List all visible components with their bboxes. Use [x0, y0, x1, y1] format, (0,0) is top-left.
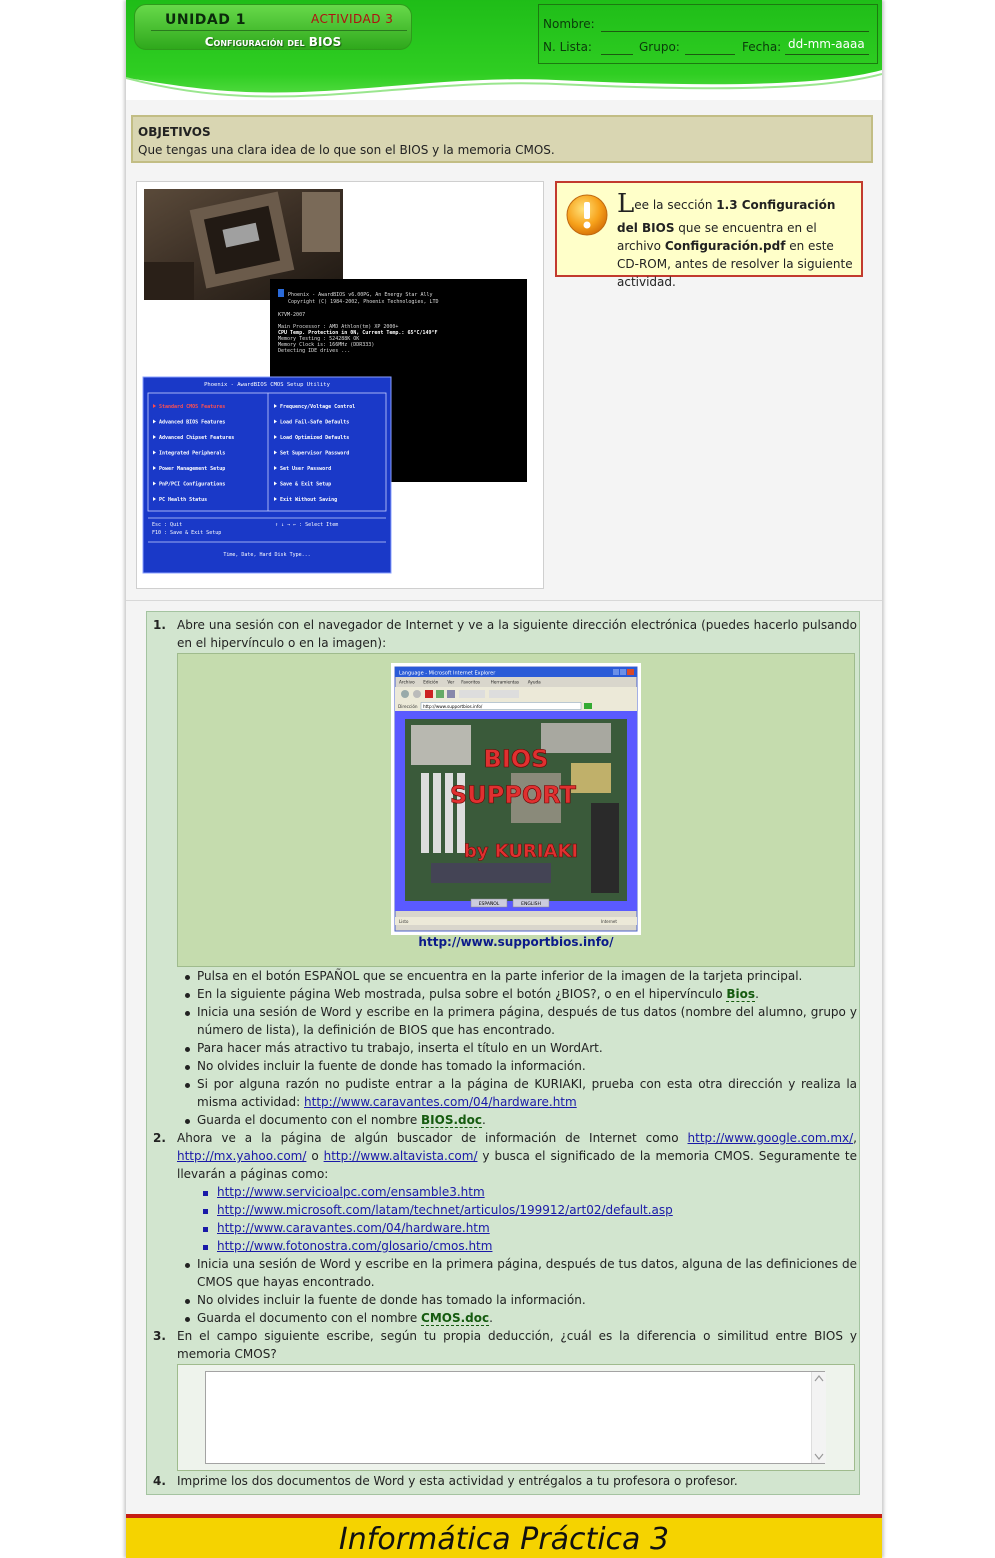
bullet: [185, 1011, 190, 1016]
step-text: No olvides incluir la fuente de donde has tomado la información.: [197, 1293, 586, 1307]
setup-help: Time, Date, Hard Disk Type...: [223, 552, 311, 558]
post-line: Phoenix - AwardBIOS v6.00PG, An Energy Star Ally: [288, 292, 433, 298]
post-line: Memory Clock is: 166MHz (DDR333): [278, 342, 375, 348]
setup-menu-item: PnP/PCI Configurations: [159, 481, 226, 488]
item-4-text: Imprime los dos documentos de Word y esta actividad y entrégalos a tu profesora o profesor.: [177, 1474, 738, 1488]
bullet: [185, 1065, 190, 1070]
item-number: 4.: [153, 1474, 166, 1488]
setup-menu-item: Standard CMOS Features: [159, 404, 226, 410]
post-line: Detecting IDE drives ...: [278, 348, 351, 354]
square-bullet: [203, 1191, 208, 1196]
bullet: [185, 1119, 190, 1124]
name-label: Nombre:: [543, 17, 595, 31]
bullet: [185, 1047, 190, 1052]
item-3-text: En el campo siguiente escribe, según tu propia deducción, ¿cuál es la diferencia o similitud entre BIOS y memoria CMOS?: [177, 1329, 857, 1361]
date-field[interactable]: [785, 54, 869, 55]
unit-badge: [134, 4, 412, 50]
setup-menu-item: Integrated Peripherals: [159, 450, 226, 457]
setup-menu-item: Power Management Setup: [159, 466, 226, 472]
unit-title: UNIDAD 1: [165, 12, 246, 28]
setup-menu-item: Frequency/Voltage Control: [280, 404, 356, 410]
svg-text:K7VM-2007: K7VM-2007: [278, 312, 306, 318]
item-2-text: Ahora ve a la página de algún buscador de información de Internet como http://www.google.com.mx/, http://mx.yahoo.com/ o http://www.altavista.com/ y busca el significado de la memoria CMOS. Seguramente te llevarán a páginas como:: [177, 1131, 857, 1181]
square-bullet: [203, 1227, 208, 1232]
setup-menu-item: Save & Exit Setup: [280, 481, 332, 488]
browser-menu-item[interactable]: Herramientas: [490, 679, 520, 685]
step-text: Si por alguna razón no pudiste entrar a la página de KURIAKI, prueba con esta otra dirección y realiza la misma actividad: http://www.caravantes.com/04/hardware.htm: [197, 1077, 857, 1109]
activity-subtitle: Configuración del BIOS: [204, 35, 342, 49]
caravantes-link[interactable]: http://www.caravantes.com/04/hardware.htm: [304, 1095, 577, 1109]
cmos-link[interactable]: http://www.servicioalpc.com/ensamble3.htm: [217, 1185, 485, 1199]
bullet: [185, 1299, 190, 1304]
cmos-doc-name: CMOS.doc: [421, 1311, 490, 1325]
browser-menu-item[interactable]: Ver: [447, 679, 455, 685]
status-right: Internet: [601, 919, 617, 924]
setup-f10: F10 : Save & Exit Setup: [152, 530, 222, 536]
step-text: Para hacer más atractivo tu trabajo, inserta el título en un WordArt.: [197, 1041, 603, 1055]
cmos-setup-screen: [143, 377, 391, 573]
answer-panel: [177, 1364, 855, 1471]
address-bar: http://www.supportbios.info/: [423, 704, 483, 709]
group-label: Grupo:: [639, 40, 680, 54]
step-text: Guarda el documento con el nombre CMOS.doc.: [197, 1311, 493, 1325]
list-label: N. Lista:: [543, 40, 592, 54]
setup-menu-item: Advanced Chipset Features: [159, 435, 235, 441]
english-label: ENGLISH: [521, 902, 541, 907]
step-text: En la siguiente página Web mostrada, pulsa sobre el botón ¿BIOS?, o en el hipervínculo Bios.: [197, 987, 759, 1001]
setup-menu-item: Set User Password: [280, 466, 332, 472]
browser-menu-item[interactable]: Edición: [423, 679, 439, 685]
objectives-title: OBJETIVOS: [138, 125, 211, 139]
bios-image: [136, 181, 544, 589]
textarea-scrollbar[interactable]: [811, 1372, 826, 1463]
divider: [151, 30, 407, 31]
page: [126, 0, 882, 1558]
activity-panel: [146, 611, 860, 1495]
brand-kuriaki: by KURIAKI: [463, 841, 579, 862]
image-panel: [177, 653, 855, 967]
date-label: Fecha:: [742, 40, 782, 54]
cmos-link[interactable]: http://www.microsoft.com/latam/technet/articulos/199912/art02/default.asp: [217, 1203, 673, 1217]
objectives-text: Que tengas una clara idea de lo que son el BIOS y la memoria CMOS.: [138, 143, 555, 157]
activity-title: ACTIVIDAD 3: [311, 12, 394, 26]
name-field[interactable]: [601, 31, 869, 32]
warning-icon: [565, 193, 609, 237]
supportbios-screenshot[interactable]: [391, 663, 641, 935]
setup-menu-item: Advanced BIOS Features: [159, 419, 226, 426]
setup-menu-item: Exit Without Saving: [280, 497, 338, 503]
post-line: Main Processor : AMD Athlon(tm) XP 2000+: [278, 324, 399, 330]
bullet: [185, 1263, 190, 1268]
bios-doc-name: BIOS.doc: [421, 1113, 482, 1127]
item-1-text: Abre una sesión con el navegador de Internet y ve a la siguiente dirección electrónica (puedes hacerlo pulsando en el hipervínculo o en la imagen):: [177, 618, 857, 650]
bios-link[interactable]: Bios: [726, 987, 756, 1001]
intro-panel: [126, 172, 882, 601]
step-text: Inicia una sesión de Word y escribe en la primera página, después de tus datos, alguna de las definiciones de CMOS que hayas encontrado.: [197, 1257, 857, 1289]
square-bullet: [203, 1209, 208, 1214]
cmos-link[interactable]: http://www.caravantes.com/04/hardware.htm: [217, 1221, 490, 1235]
footer-title: Informática Práctica 3: [338, 1522, 670, 1557]
answer-textarea[interactable]: [205, 1371, 825, 1464]
item-number: 1.: [153, 618, 166, 632]
brand-bios: BIOS: [483, 745, 549, 773]
status-left: Listo: [399, 919, 409, 924]
step-text: Inicia una sesión de Word y escribe en la primera página, después de tus datos (nombre del alumno, grupo y número de lista), la definición de BIOS que has encontrado.: [197, 1005, 857, 1037]
student-form: [538, 4, 878, 64]
setup-menu-item: Load Fail-Safe Defaults: [280, 419, 350, 426]
browser-menu-item[interactable]: Ayuda: [527, 679, 541, 685]
scroll-arrows-icon: [812, 1372, 826, 1463]
browser-menu-item[interactable]: Archivo: [399, 679, 415, 685]
post-line: CPU Temp. Protection in 0N, Current Temp.: 65°C/149°F: [278, 330, 438, 336]
objectives-box: [131, 115, 873, 163]
bios-collage: [137, 182, 543, 588]
address-label: Dirección: [398, 704, 418, 709]
bullet: [185, 975, 190, 980]
yahoo-link[interactable]: http://mx.yahoo.com/: [177, 1149, 307, 1163]
setup-menu-item: Load Optimized Defaults: [280, 435, 350, 441]
bullet: [185, 993, 190, 998]
browser-title: Language - Microsoft Internet Explorer: [399, 670, 496, 677]
brand-support: SUPPORT: [449, 781, 577, 809]
item-number: 2.: [153, 1131, 166, 1145]
post-line: Copyright (C) 1984-2002, Phoenix Technologies, LTD: [288, 299, 439, 305]
bullet: [185, 1083, 190, 1088]
setup-esc: Esc : Quit: [152, 522, 183, 528]
note-text: Lee la sección 1.3 Configuración del BIOS que se encuentra en el archivo Configuración.pdf en este CD-ROM, antes de resolver la siguiente actividad.: [617, 189, 853, 289]
setup-nav: ↑ ↓ → ← : Select Item: [275, 522, 339, 528]
setup-menu-item: PC Health Status: [159, 497, 208, 503]
espanol-label: ESPAÑOL: [478, 902, 500, 907]
step-text: Guarda el documento con el nombre BIOS.doc.: [197, 1113, 486, 1127]
header: [126, 0, 882, 100]
date-value: dd-mm-aaaa: [788, 37, 865, 51]
google-link[interactable]: http://www.google.com.mx/: [687, 1131, 854, 1145]
altavista-link[interactable]: http://www.altavista.com/: [323, 1149, 478, 1163]
footer: [126, 1514, 882, 1558]
setup-menu-item: Set Supervisor Password: [280, 450, 350, 457]
square-bullet: [203, 1245, 208, 1250]
browser-menu-item[interactable]: Favoritos: [461, 679, 481, 685]
item-number: 3.: [153, 1329, 166, 1343]
step-text: Pulsa en el botón ESPAÑOL que se encuentra en la parte inferior de la imagen de la tarjeta principal.: [197, 969, 803, 983]
supportbios-link[interactable]: http://www.supportbios.info/: [418, 935, 614, 949]
post-line: Memory Testing : 524288K OK: [278, 336, 360, 342]
list-field[interactable]: [601, 54, 633, 55]
bullet: [185, 1317, 190, 1322]
step-text: No olvides incluir la fuente de donde has tomado la información.: [197, 1059, 586, 1073]
cmos-link[interactable]: http://www.fotonostra.com/glosario/cmos.htm: [217, 1239, 493, 1253]
note-box: [555, 181, 863, 289]
group-field[interactable]: [685, 54, 735, 55]
setup-title: Phoenix - AwardBIOS CMOS Setup Utility: [204, 382, 330, 388]
